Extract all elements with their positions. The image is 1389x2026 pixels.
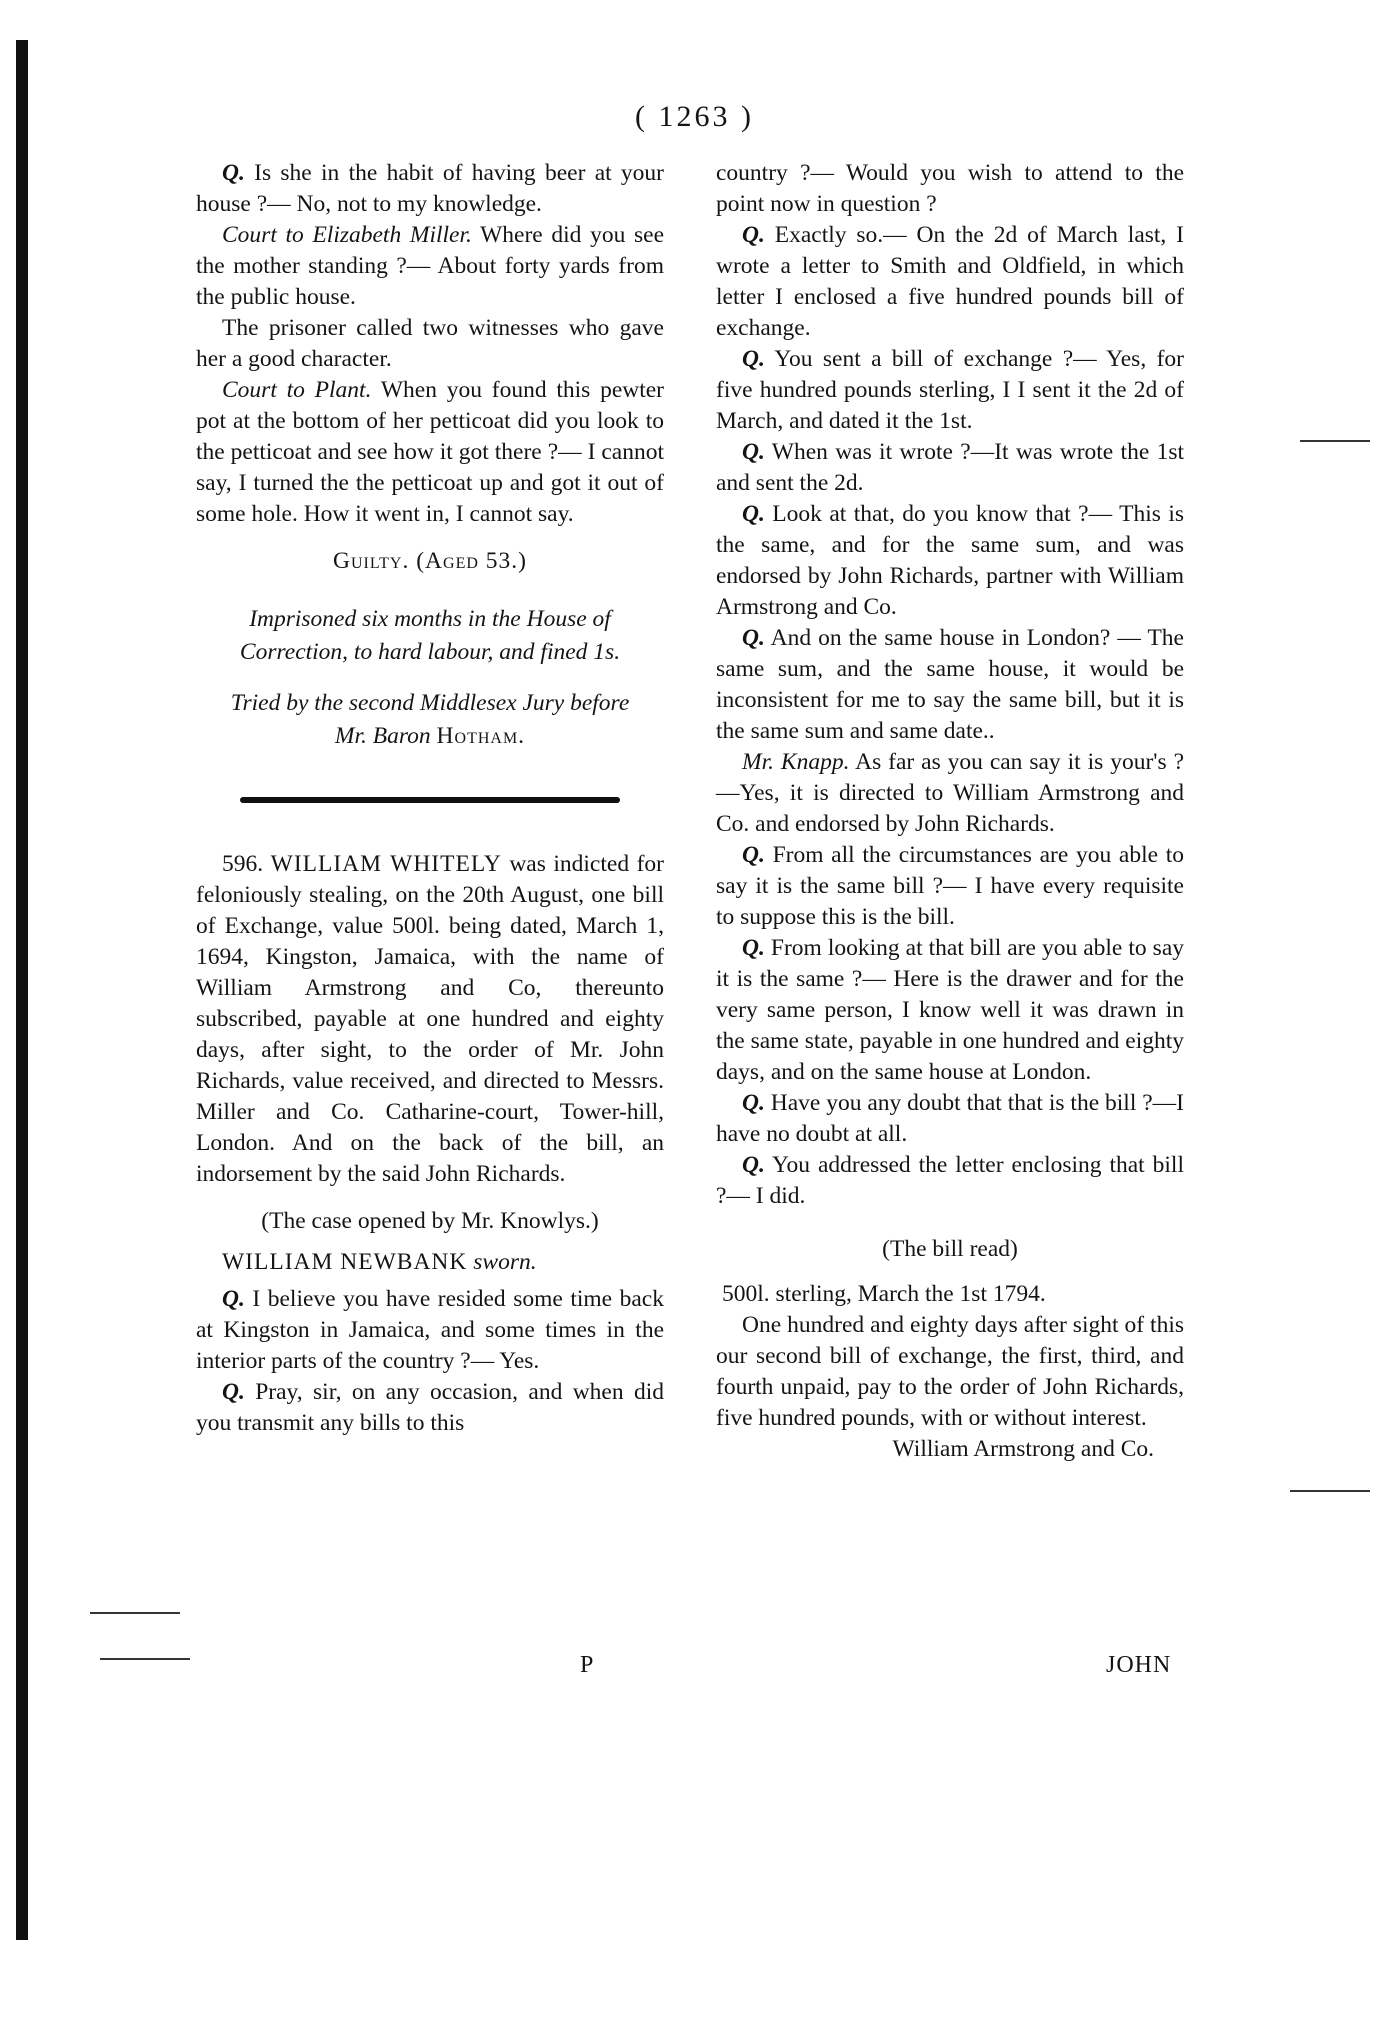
question-mark: Q. — [742, 222, 765, 248]
paragraph — [196, 375, 664, 530]
right-column — [716, 158, 1184, 1465]
paragraph — [716, 1150, 1184, 1212]
witness-name: WILLIAM NEWBANK — [222, 1249, 468, 1275]
paragraph — [196, 220, 664, 313]
paragraph-text: Pray, sir, on any occasion, and when did you transmit any bills to this — [196, 1379, 665, 1436]
question-mark: Q. — [222, 1379, 245, 1405]
verdict-text: Guilty. (Aged 53.) — [333, 548, 527, 574]
paragraph-text: You addressed the letter enclosing that bill ?— I did. — [716, 1152, 1184, 1209]
scan-mark — [90, 1612, 180, 1614]
paragraph — [196, 158, 664, 220]
paragraph — [196, 313, 664, 375]
sentence: Imprisoned six months in the House of Correction, to hard labour, and fined 1s. — [239, 606, 621, 665]
case-paragraph — [196, 849, 664, 1190]
paragraph-text: From all the circumstances are you able to say it is the same bill ?— I have every requisite to suppose this is the bill. — [716, 842, 1184, 930]
paragraph — [716, 933, 1184, 1088]
bill-heading: 500l. sterling, March the 1st 1794. — [722, 1281, 1046, 1307]
paragraph — [716, 437, 1184, 499]
catchword-signature: P — [580, 1652, 594, 1678]
case-opened: (The case opened by Mr. Knowlys.) — [261, 1208, 599, 1234]
bill-read-heading: (The bill read) — [882, 1236, 1018, 1262]
bill-signature: William Armstrong and Co. — [892, 1436, 1154, 1462]
binding-edge — [16, 40, 28, 1940]
paragraph-text: Is she in the habit of having beer at your house ?— No, not to my knowledge. — [196, 160, 665, 217]
question-mark: Q. — [742, 346, 765, 372]
defendant-name: WILLIAM WHITELY — [270, 851, 502, 877]
question-mark: Q. — [742, 625, 765, 651]
question-mark: Q. — [742, 439, 765, 465]
left-column — [196, 158, 664, 1439]
paragraph-text: When was it wrote ?—It was wrote the 1st and sent the 2d. — [716, 439, 1185, 496]
paragraph-text: And on the same house in London? — The same sum, and the same house, it would be inconsistent for me to say the same bill, but it is the same sum and same date.. — [716, 625, 1184, 744]
paragraph-text: Have you any doubt that that is the bill ?—I have no doubt at all. — [716, 1090, 1184, 1147]
paragraph-text: The prisoner called two witnesses who gave her a good character. — [196, 315, 664, 372]
speaker-label: Mr. Knapp. — [742, 749, 850, 775]
paragraph — [716, 344, 1184, 437]
paragraph: country ?— Would you wish to attend to the point now in question ? — [716, 160, 1184, 217]
paragraph — [196, 1377, 664, 1439]
sworn-label: sworn. — [473, 1249, 537, 1275]
paragraph — [716, 623, 1184, 747]
question-mark: Q. — [742, 501, 765, 527]
speaker-label: Court to Elizabeth Miller. — [222, 222, 472, 248]
question-mark: Q. — [742, 1152, 765, 1178]
scan-mark — [1290, 1490, 1370, 1492]
verdict — [196, 546, 664, 577]
paragraph — [196, 1284, 664, 1377]
question-mark: Q. — [742, 935, 765, 961]
witness-heading — [196, 1247, 664, 1278]
paragraph-text: I believe you have resided some time back at Kingston in Jamaica, and some times in the interior parts of the country ?— Yes. — [196, 1286, 664, 1374]
paragraph — [716, 220, 1184, 344]
section-divider — [240, 797, 620, 803]
speaker-label: Court to Plant. — [222, 377, 372, 403]
question-mark: Q. — [742, 1090, 765, 1116]
case-number: 596. — [222, 851, 264, 877]
page-number: ( 1263 ) — [635, 100, 754, 133]
paragraph-text: was indicted for feloniously stealing, on the 20th August, one bill of Exchange, value 500l. being dated, March 1, 1694, Kingston, Jamaica, with the name of William Armstrong and Co, thereunto subscribed, payable at one hundred and eighty days, after sight, to the order of Mr. John Richards, value received, and directed to Messrs. Miller and Co. Catharine-court, Tower-hill, London. And on the back of the bill, an indorsement by the said John Richards. — [196, 851, 664, 1187]
paragraph-text: You sent a bill of exchange ?— Yes, for five hundred pounds sterling, I I sent it the 2d of March, and dated it the 1st. — [716, 346, 1184, 434]
paragraph — [716, 840, 1184, 933]
question-mark: Q. — [742, 842, 765, 868]
paragraph-text: From looking at that bill are you able to say it is the same ?— Here is the drawer and for the very same person, I know well it was drawn in the same state, payable in one hundred and eighty days, and on the same house at London. — [716, 935, 1185, 1085]
tried-by — [196, 687, 664, 753]
paragraph-text: Where did you see the mother standing ?— About forty yards from the public house. — [196, 222, 665, 310]
paragraph-text: When you found this pewter pot at the bottom of her petticoat did you look to the petticoat and see how it got there ?— I cannot say, I turned the the petticoat up and got it out of some hole. How it went in, I cannot say. — [196, 377, 665, 527]
paragraph — [716, 1088, 1184, 1150]
paragraph-text: As far as you can say it is your's ?—Yes, it is directed to William Armstrong and Co. and endorsed by John Richards. — [716, 749, 1184, 837]
bill-text: One hundred and eighty days after sight of this our second bill of exchange, the first, third, and fourth unpaid, pay to the order of John Richards, five hundred pounds, with or without interest. — [716, 1312, 1184, 1431]
scan-mark — [100, 1658, 190, 1660]
paragraph — [716, 499, 1184, 623]
scan-mark — [1300, 440, 1370, 442]
question-mark: Q. — [222, 1286, 245, 1312]
tried-line: Tried by the second Middlesex Jury before — [230, 690, 630, 716]
paragraph — [716, 747, 1184, 840]
paragraph-text: Look at that, do you know that ?— This is the same, and for the same sum, and was endorsed by John Richards, partner with William Armstrong and Co. — [716, 501, 1184, 620]
tried-line: Mr. Baron — [334, 723, 431, 749]
judge-name: Hotham. — [436, 723, 526, 749]
paragraph-text: Exactly so.— On the 2d of March last, I wrote a letter to Smith and Oldfield, in which letter I enclosed a five hundred pounds bill of exchange. — [716, 222, 1185, 341]
catchword: JOHN — [1106, 1652, 1172, 1678]
question-mark: Q. — [222, 160, 245, 186]
